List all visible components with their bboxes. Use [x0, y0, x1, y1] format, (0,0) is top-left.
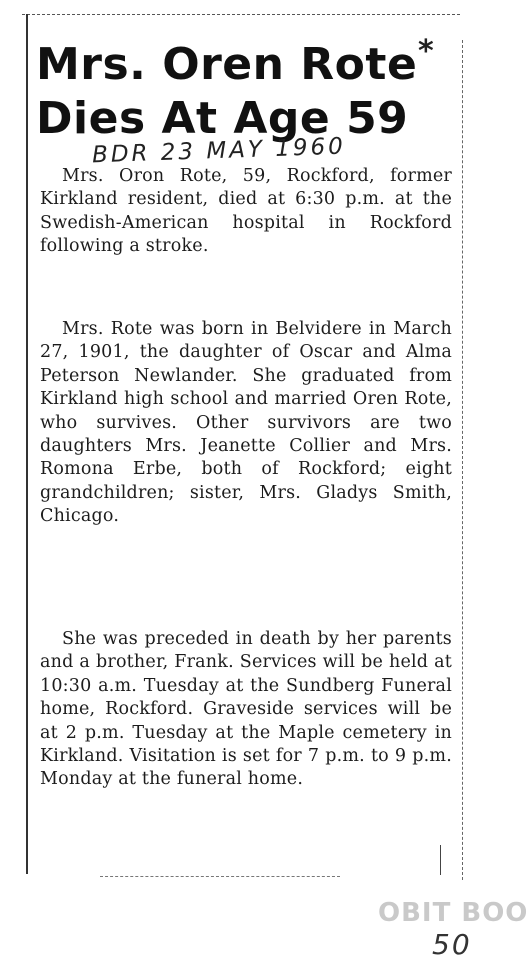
obituary-headline [36, 38, 417, 146]
headline-line-1: Mrs. Oren Rote [36, 39, 418, 90]
asterisk-margin-mark: * [418, 34, 434, 69]
obituary-paragraph-3: She was preceded in death by her parents and a brother, Frank. Services will be held at 10:30 a.m. Tuesday at the Sundberg Funeral home, Rockford. Graveside services will be at 2 p.m. Tuesday at the Maple cemetery in Kirkland. Visitation is set for 7 p.m. to 9 p.m. Monday at the funeral home. [40, 629, 452, 790]
obituary-paragraph-1: Mrs. Oron Rote, 59, Rockford, former Kirkland resident, died at 6:30 p.m. at the Swedish-American hospital in Rockford following a stroke. [40, 166, 452, 257]
obituary-paragraph-2: Mrs. Rote was born in Belvidere in March 27, 1901, the daughter of Oscar and Alma Peterson Newlander. She graduated from Kirkland high school and married Oren Rote, who survives. Other survivors are two daughters Mrs. Jeanette Collier and Mrs. Romona Erbe, both of Rockford; eight grandchildren; sister, Mrs. Gladys Smith, Chicago. [40, 319, 452, 527]
clipping-left-edge [26, 14, 28, 874]
handwritten-source-date: BDR 23 MAY 1960 [91, 133, 347, 169]
clipping-bottom-edge [100, 876, 340, 877]
handwritten-page-number: 50 [432, 928, 472, 961]
column-end-mark [440, 845, 441, 875]
clipping-right-edge [462, 40, 463, 880]
headline-line-2: Dies At Age 59 [36, 93, 409, 144]
obit-book-stamp: OBIT BOO [378, 898, 529, 928]
clipping-top-edge [22, 14, 460, 15]
